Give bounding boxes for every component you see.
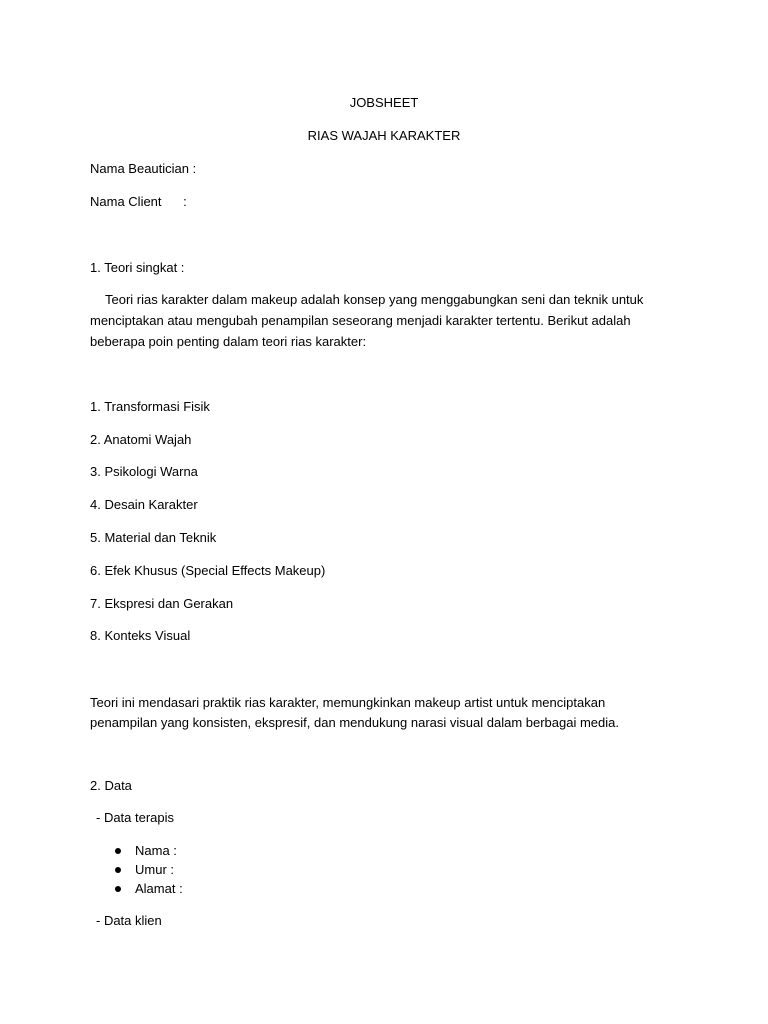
theory-point: 6. Efek Khusus (Special Effects Makeup)	[90, 563, 326, 578]
theory-point: 8. Konteks Visual	[90, 628, 191, 643]
therapist-data-heading: - Data terapis	[96, 810, 175, 825]
therapist-address-field: Alamat :	[135, 881, 183, 896]
client-name-separator: :	[183, 194, 187, 209]
theory-paragraph-line: Teori rias karakter dalam makeup adalah konsep yang menggabungkan seni dan teknik untuk	[105, 292, 644, 307]
theory-point: 5. Material dan Teknik	[90, 530, 217, 545]
client-name-field	[90, 194, 187, 210]
conclusion-line: Teori ini mendasari praktik rias karakter, memungkinkan makeup artist untuk menciptakan	[90, 695, 606, 710]
beautician-name-field: Nama Beautician :	[90, 161, 197, 176]
document-subtitle: RIAS WAJAH KARAKTER	[307, 128, 461, 143]
bullet-icon	[115, 886, 121, 892]
document-title: JOBSHEET	[349, 95, 419, 110]
theory-point: 3. Psikologi Warna	[90, 464, 198, 479]
client-name-label: Nama Client	[90, 194, 162, 209]
client-data-heading: - Data klien	[96, 913, 162, 928]
conclusion-line: penampilan yang konsisten, ekspresif, dan mendukung narasi visual dalam berbagai media.	[90, 715, 619, 730]
bullet-icon	[115, 867, 121, 873]
theory-point: 7. Ekspresi dan Gerakan	[90, 596, 234, 611]
theory-point: 2. Anatomi Wajah	[90, 432, 192, 447]
section-2-heading: 2. Data	[90, 778, 132, 793]
theory-point: 1. Transformasi Fisik	[90, 399, 210, 414]
theory-paragraph-line: beberapa poin penting dalam teori rias karakter:	[90, 334, 367, 349]
theory-point: 4. Desain Karakter	[90, 497, 198, 512]
theory-paragraph-line: menciptakan atau mengubah penampilan seseorang menjadi karakter tertentu. Berikut adalah	[90, 313, 631, 328]
bullet-icon	[115, 848, 121, 854]
section-1-heading: 1. Teori singkat :	[90, 260, 185, 275]
therapist-name-field: Nama :	[135, 843, 177, 858]
therapist-age-field: Umur :	[135, 862, 174, 877]
